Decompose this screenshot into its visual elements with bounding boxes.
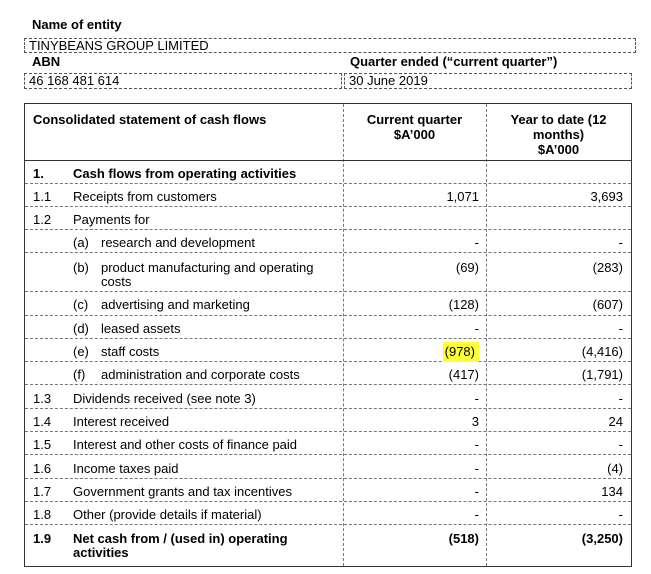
quarter-ended-label: Quarter ended (“current quarter”): [350, 54, 558, 69]
ytd-value: (4): [607, 461, 623, 476]
row-label: Dividends received (see note 3): [73, 391, 256, 406]
row-label: Payments for: [73, 212, 150, 227]
current-quarter-value: -: [474, 484, 479, 499]
row-divider: [25, 501, 631, 502]
entity-name-field: TINYBEANS GROUP LIMITED: [24, 38, 636, 53]
current-quarter-value: 3: [471, 414, 479, 429]
row-divider: [25, 408, 631, 409]
ytd-value: 24: [608, 414, 623, 429]
ytd-value: -: [618, 437, 623, 452]
row-number: 1.6: [33, 461, 52, 476]
row-divider: [25, 252, 631, 253]
row-number: 1.: [33, 166, 44, 181]
row-sub-label: (e): [73, 344, 89, 359]
ytd-value: (1,791): [581, 367, 623, 382]
highlighted-value: (978): [443, 342, 479, 362]
ytd-header: [486, 112, 631, 157]
row-number: 1.1: [33, 189, 52, 204]
row-sub-label: (b): [73, 260, 89, 275]
current-quarter-value: (417): [448, 367, 479, 382]
row-divider: [25, 315, 631, 316]
ytd-value: (607): [592, 297, 623, 312]
ytd-header-line: months): [532, 127, 585, 142]
ytd-value: (283): [592, 260, 623, 275]
current-quarter-value: (128): [448, 297, 479, 312]
name-of-entity-label: Name of entity: [32, 17, 122, 32]
ytd-value: -: [618, 235, 623, 250]
row-label: Receipts from customers: [73, 189, 217, 204]
current-quarter-value: -: [474, 321, 479, 336]
ytd-value: (3,250): [581, 531, 623, 546]
column-divider: [343, 104, 344, 566]
current-quarter-value: (69): [455, 260, 479, 275]
current-quarter-value: -: [474, 461, 479, 476]
row-divider: [25, 454, 631, 455]
row-label: Government grants and tax incentives: [73, 484, 292, 499]
ytd-value: 3,693: [590, 189, 623, 204]
row-number: 1.3: [33, 391, 52, 406]
row-label: Cash flows from operating activities: [73, 166, 297, 181]
row-number: 1.2: [33, 212, 52, 227]
row-label: staff costs: [101, 344, 160, 359]
current-quarter-value: -: [474, 507, 479, 522]
current-quarter-value: (518): [448, 531, 479, 546]
row-divider: [25, 338, 631, 339]
current-quarter-value: -: [474, 391, 479, 406]
row-divider: [25, 478, 631, 479]
table-title: Consolidated statement of cash flows: [33, 112, 267, 127]
cash-flow-table: [24, 103, 632, 567]
ytd-header-unit: $A’000: [537, 142, 580, 157]
row-label: Interest received: [73, 414, 170, 429]
row-label: Other (provide details if material): [73, 507, 262, 522]
ytd-value: -: [618, 321, 623, 336]
current-quarter-header-line: Current quarter: [366, 112, 463, 127]
row-divider: [25, 291, 631, 292]
abn-label: ABN: [32, 54, 61, 69]
ytd-value: -: [618, 507, 623, 522]
row-divider: [25, 524, 631, 525]
row-label-cont: activities: [73, 545, 129, 560]
row-number: 1.7: [33, 484, 52, 499]
row-label: Interest and other costs of finance paid: [73, 437, 298, 452]
row-label: Net cash from / (used in) operating: [73, 531, 288, 546]
current-quarter-header: [343, 112, 486, 142]
row-number: 1.4: [33, 414, 52, 429]
ytd-header-line: Year to date (12: [510, 112, 607, 127]
row-label: Income taxes paid: [73, 461, 179, 476]
row-label: administration and corporate costs: [101, 367, 300, 382]
row-number: 1.5: [33, 437, 52, 452]
quarter-field: 30 June 2019: [344, 73, 632, 89]
row-number: 1.9: [33, 531, 52, 546]
row-label: product manufacturing and operating: [101, 260, 314, 275]
ytd-value: 134: [601, 484, 623, 499]
row-divider: [25, 206, 631, 207]
ytd-value: (4,416): [581, 344, 623, 359]
current-quarter-value: [347, 344, 479, 359]
row-divider: [25, 384, 631, 385]
row-sub-label: (c): [73, 297, 89, 312]
row-label-cont: costs: [101, 274, 132, 289]
ytd-value: -: [618, 391, 623, 406]
row-divider: [25, 229, 631, 230]
row-label: advertising and marketing: [101, 297, 250, 312]
row-label: leased assets: [101, 321, 181, 336]
row-sub-label: (a): [73, 235, 89, 250]
header-divider: [25, 160, 631, 161]
row-sub-label: (f): [73, 367, 86, 382]
current-quarter-header-unit: $A’000: [393, 127, 436, 142]
row-divider: [25, 431, 631, 432]
row-number: 1.8: [33, 507, 52, 522]
row-divider: [25, 183, 631, 184]
current-quarter-value: -: [474, 437, 479, 452]
column-divider: [486, 104, 487, 566]
row-sub-label: (d): [73, 321, 89, 336]
current-quarter-value: 1,071: [446, 189, 479, 204]
abn-field: 46 168 481 614: [24, 73, 342, 89]
row-divider: [25, 361, 631, 362]
current-quarter-value: -: [474, 235, 479, 250]
row-label: research and development: [101, 235, 255, 250]
